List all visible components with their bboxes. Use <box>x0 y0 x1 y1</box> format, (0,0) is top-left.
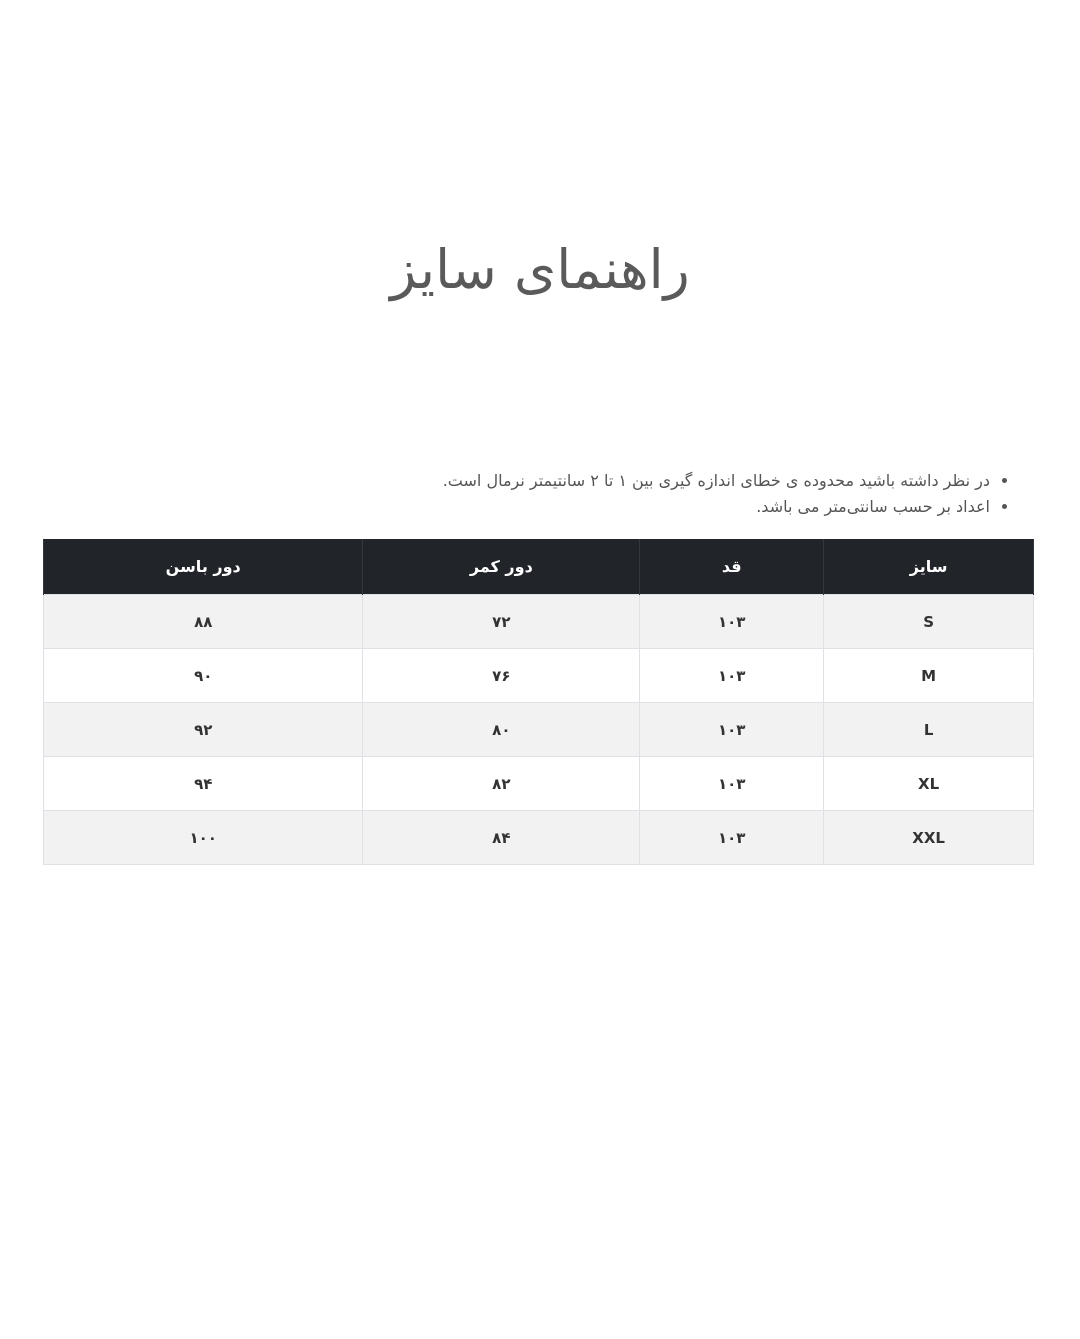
note-item: • اعداد بر حسب سانتی‌متر می باشد. <box>290 494 990 520</box>
cell-size: XXL <box>824 811 1034 865</box>
header-height: قد <box>640 539 824 595</box>
cell-height: ۱۰۳ <box>640 595 824 649</box>
cell-hip: ۸۸ <box>44 595 363 649</box>
cell-waist: ۸۴ <box>363 811 640 865</box>
header-size: سایز <box>824 539 1034 595</box>
cell-size: L <box>824 703 1034 757</box>
table-row <box>44 595 1034 649</box>
cell-waist: ۷۲ <box>363 595 640 649</box>
cell-waist: ۷۶ <box>363 649 640 703</box>
cell-height: ۱۰۳ <box>640 811 824 865</box>
table-row <box>44 757 1034 811</box>
page-title: راهنمای سایز <box>390 238 690 301</box>
notes-list <box>290 468 1010 520</box>
table-header-row <box>44 539 1034 595</box>
cell-hip: ۱۰۰ <box>44 811 363 865</box>
cell-size: S <box>824 595 1034 649</box>
table-row <box>44 703 1034 757</box>
cell-hip: ۹۴ <box>44 757 363 811</box>
table-row <box>44 811 1034 865</box>
header-hip: دور باسن <box>44 539 363 595</box>
cell-height: ۱۰۳ <box>640 703 824 757</box>
cell-waist: ۸۰ <box>363 703 640 757</box>
cell-height: ۱۰۳ <box>640 757 824 811</box>
note-item: • در نظر داشته باشید محدوده ی خطای اندازه گیری بین ۱ تا ۲ سانتیمتر نرمال است. <box>290 468 990 494</box>
header-waist: دور کمر <box>363 539 640 595</box>
cell-waist: ۸۲ <box>363 757 640 811</box>
cell-size: XL <box>824 757 1034 811</box>
cell-size: M <box>824 649 1034 703</box>
table-row <box>44 649 1034 703</box>
cell-hip: ۹۰ <box>44 649 363 703</box>
cell-hip: ۹۲ <box>44 703 363 757</box>
size-guide-table <box>43 539 1034 865</box>
cell-height: ۱۰۳ <box>640 649 824 703</box>
